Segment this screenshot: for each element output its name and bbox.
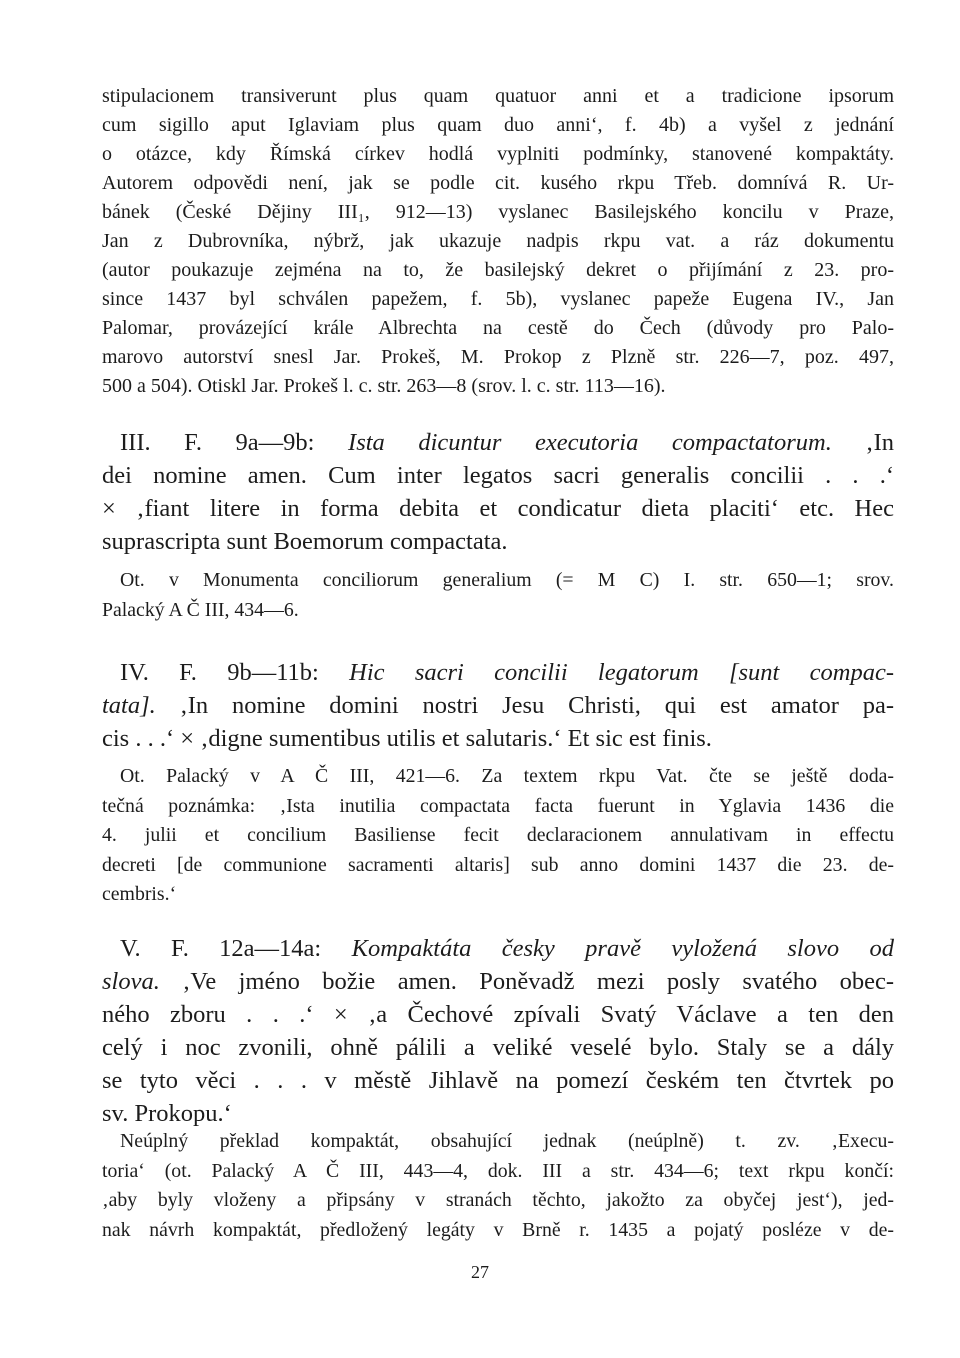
heading-title: Kompaktáta česky pravě vyložená slovo od	[351, 935, 894, 962]
text-line	[102, 965, 894, 998]
note-line: Palacký A Č III, 434—6.	[102, 598, 299, 621]
text-line: sv. Prokopu.‘	[102, 1100, 232, 1127]
note-line: Ot. Palacký v A Č III, 421—6. Za textem rkpu Vat. čte se ještě doda-	[120, 765, 894, 787]
text-line: (autor poukazuje zejména na to, že basilejský dekret o přijímání z 23. pro-	[102, 259, 894, 281]
section-iii	[102, 426, 894, 558]
text-line: se tyto věci . . . v městě Jihlavě na pomezí českém ten čtvrtek po	[102, 1067, 894, 1094]
note-line: Ot. v Monumenta conciliorum generalium (= M C) I. str. 650—1; srov.	[120, 569, 894, 591]
section-heading	[102, 656, 894, 689]
commentary-paragraph	[102, 82, 894, 401]
page-number: 27	[471, 1262, 489, 1282]
text-line: cum sigillo aput Iglaviam plus quam duo anni‘, f. 4b) a vyšel z jednání	[102, 114, 894, 136]
note-line: decreti [de communione sacramenti altaris] sub anno domini 1437 die 23. de-	[102, 853, 894, 876]
text-line: o otázce, kdy Římská církev hodlá vyplniti podmínky, stanovené kompaktáty.	[102, 143, 894, 165]
heading-rest: ‚In	[831, 429, 894, 456]
note-line: 4. julii et concilium Basiliense fecit declaracionem annulativam in effectu	[102, 824, 894, 846]
section-v	[102, 932, 894, 1130]
note-line: Neúplný překlad kompaktát, obsahující jednak (neúplně) t. zv. ‚Execu-	[120, 1130, 894, 1152]
section-iv-note	[102, 762, 894, 910]
text-line-rest: ‚In nomine domini nostri Jesu Christi, qui est amator pa-	[155, 692, 894, 719]
section-heading	[102, 426, 894, 459]
text-line: dei nomine amen. Cum inter legatos sacri generalis concilii . . .‘	[102, 462, 894, 489]
text-line: ného zboru . . .‘ × ‚a Čechové zpívali Svatý Václave a ten den	[102, 1001, 894, 1028]
heading-title: Ista dicuntur executoria compactatorum.	[348, 429, 832, 456]
note-line: toria‘ (ot. Palacký A Č III, 443—4, dok. III a str. 434—6; text rkpu končí:	[102, 1159, 894, 1182]
text-line: celý i noc zvonili, ohně pálili a veliké veselé bylo. Staly se a dály	[102, 1034, 894, 1061]
text-line: bánek (České Dějiny III₁, 912—13) vyslanec Basilejského koncilu v Praze,	[102, 201, 894, 223]
text-line: suprascripta sunt Boemorum compactata.	[102, 528, 508, 555]
note-line: tečná poznámka: ‚Ista inutilia compactata facta fuerunt in Yglavia 1436 die	[102, 794, 894, 817]
note-line: nak návrh kompaktát, předložený legáty v Brně r. 1435 a pojatý posléze v de-	[102, 1218, 894, 1241]
text-line: since 1437 byl schválen papežem, f. 5b), vyslanec papeže Eugena IV., Jan	[102, 288, 894, 310]
section-heading	[102, 932, 894, 965]
text-line	[102, 689, 894, 722]
text-line-rest: ‚Ve jméno božie amen. Poněvadž mezi posly svatého obec-	[159, 968, 894, 995]
text-line: cis . . .‘ × ‚digne sumentibus utilis et salutaris.‘ Et sic est finis.	[102, 725, 712, 752]
text-line: Autorem odpovědi není, jak se podle cit. kusého rkpu Třeb. domnívá R. Ur-	[102, 172, 894, 194]
text-line: marovo autorství snesl Jar. Prokeš, M. Prokop z Plzně str. 226—7, poz. 497,	[102, 346, 894, 368]
heading-title-cont: tata].	[102, 692, 156, 719]
text-line: × ‚fiant litere in forma debita et condicatur dieta placiti‘ etc. Hec	[102, 495, 894, 522]
heading-title-cont: slova.	[102, 968, 160, 995]
section-iv	[102, 656, 894, 755]
text-line: stipulacionem transiverunt plus quam quatuor anni et a tradicione ipsorum	[102, 85, 894, 107]
heading-prefix: IV. F. 9b—11b:	[120, 659, 350, 686]
section-iii-note	[102, 566, 894, 625]
text-line: Palomar, provázející krále Albrechta na cestě do Čech (důvody pro Palo-	[102, 317, 894, 339]
heading-prefix: III. F. 9a—9b:	[120, 429, 349, 456]
note-line: cembris.‘	[102, 883, 177, 905]
section-v-note	[102, 1127, 894, 1245]
heading-prefix: V. F. 12a—14a:	[120, 935, 352, 962]
text-line: 500 a 504). Otiskl Jar. Prokeš l. c. str. 263—8 (srov. l. c. str. 113—16).	[102, 375, 666, 397]
text-line: Jan z Dubrovníka, nýbrž, jak ukazuje nadpis rkpu vat. a ráz dokumentu	[102, 230, 894, 252]
note-line: ‚aby byly vloženy a připsány v stranách těchto, jakožto za obyčej jest‘), jed-	[102, 1189, 894, 1211]
heading-title: Hic sacri concilii legatorum [sunt compac-	[349, 659, 894, 686]
